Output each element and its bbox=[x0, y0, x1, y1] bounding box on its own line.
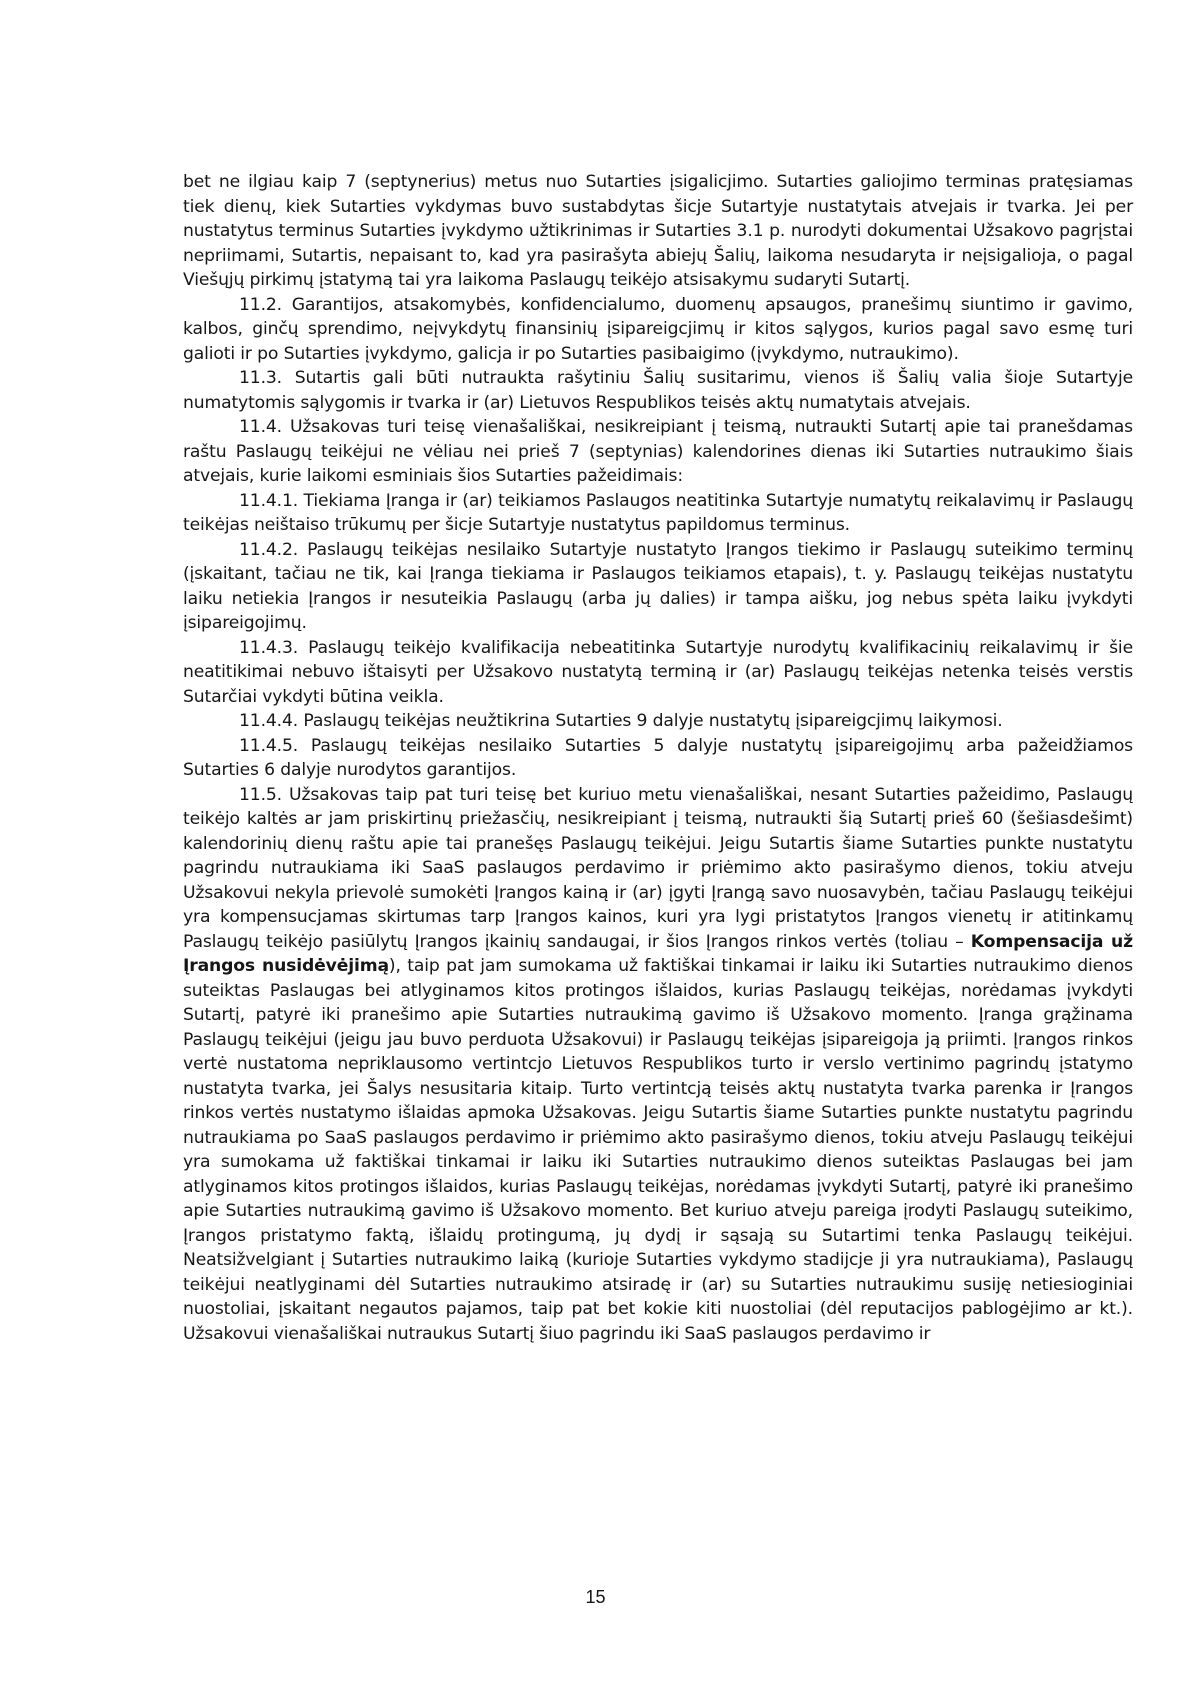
paragraph-11-4: 11.4. Užsakovas turi teisę vienašališkai, nesikreipiant į teismą, nutraukti Sutartį apie tai pranešdamas raštu Paslaugų teikėjui ne vėliau nei prieš 7 (septynias) kalendorines dienas iki Sutarties nutraukimo šiais atvejais, kurie laikomi esminiais šios Sutarties pažeidimais: bbox=[183, 417, 1133, 486]
paragraph-11-5-text-b: ), taip pat jam sumokama už faktiškai tinkamai ir laiku iki Sutarties nutraukimo dienos suteiktas Paslaugas bei atlyginamos kitos protingos išlaidos, kurias Paslaugų teikėjas, norėdamas įvykdyti Sutartį, patyrė iki pranešimo apie Sutarties nutraukimą gavimo iš Užsakovo momento. Įranga grąžinama Paslaugų teikėjui (jeigu jau buvo perduota Užsakovui) ir Paslaugų teikėjas įsipareigoja ją priimti. Įrangos rinkos vertė nustatoma nepriklausomo vertintcjo Lietuvos Respublikos turto ir verslo vertinimo pagrindų įstatymo nustatyta tvarka, jei Šalys nesusitaria kitaip. Turto vertintcją teisės aktų nustatyta tvarka parenka ir Įrangos rinkos vertės nustatymo išlaidas apmoka Užsakovas. Jeigu Sutartis šiame Sutarties punkte nustatytu pagrindu nutraukiama po SaaS paslaugos perdavimo ir priėmimo akto pasirašymo dienos, tokiu atveju Paslaugų teikėjui yra sumokama už faktiškai tinkamai ir laiku iki Sutarties nutraukimo dienos suteiktas Paslaugas bei jam atlyginamos kitos protingos išlaidos, kurias Paslaugų teikėjas, norėdamas įvykdyti Sutartį, patyrė iki pranešimo apie Sutarties nutraukimą gavimo iš Užsakovo momento. Bet kuriuo atveju pareiga įrodyti Paslaugų suteikimo, Įrangos pristatymo faktą, išlaidų protingumą, jų dydį ir sąsają su Sutartimi tenka Paslaugų teikėjui. Neatsižvelgiant į Sutarties nutraukimo laiką (kurioje Sutarties vykdymo stadijcje ji yra nutraukiama), Paslaugų teikėjui neatlyginami dėl Sutarties nutraukimo atsiradę ir (ar) su Sutarties nutraukimu susiję netiesioginiai nuostoliai, įskaitant negautos pajamos, taip pat bet kokie kiti nuostoliai (dėl reputacijos pablogėjimo ar kt.). Užsakovui vienašališkai nutraukus Sutartį šiuo pagrindu iki SaaS paslaugos perdavimo ir bbox=[183, 956, 1133, 1344]
paragraph-11-4-3: 11.4.3. Paslaugų teikėjo kvalifikacija nebeatitinka Sutartyje nurodytų kvalifikacinių reikalavimų ir šie neatitikimai nebuvo ištaisyti per Užsakovo nustatytą terminą ir (ar) Paslaugų teikėjas netenka teisės verstis Sutarčiai vykdyti būtina veikla. bbox=[183, 637, 1133, 707]
paragraph-11-4-4: 11.4.4. Paslaugų teikėjas neužtikrina Sutarties 9 dalyje nustatytų įsipareigcjimų laikymosi. bbox=[239, 711, 1003, 731]
paragraph-11-1-continuation: bet ne ilgiau kaip 7 (septynerius) metus nuo Sutarties įsigalicjimo. Sutarties galiojimo terminas pratęsiamas tiek dienų, kiek Sutarties vykdymas buvo sustabdytas šicje Sutartyje nustatytais atvejais ir tvarka. Jei per nustatytus terminus Sutarties įvykdymo užtikrinimas ir Sutarties 3.1 p. nurodyti dokumentai Užsakovo pagrįstai nepriimami, Sutartis, nepaisant to, kad yra pasirašyta abiejų Šalių, laikoma nesudaryta ir neįsigalioja, o pagal Viešųjų pirkimų įstatymą tai yra laikoma Paslaugų teikėjo atsisakymu sudaryti Sutartį. bbox=[183, 172, 1133, 290]
paragraph-11-3: 11.3. Sutartis gali būti nutraukta rašytiniu Šalių susitarimu, vienos iš Šalių valia šioje Sutartyje numatytomis sąlygomis ir tvarka ir (ar) Lietuvos Respublikos teisės aktų numatytais atvejais. bbox=[183, 368, 1133, 413]
page-number: 15 bbox=[585, 1587, 606, 1607]
paragraph-11-4-1: 11.4.1. Tiekiama Įranga ir (ar) teikiamos Paslaugos neatitinka Sutartyje numatytų reikalavimų ir Paslaugų teikėjas neištaiso trūkumų per šicje Sutartyje nustatytus papildomus terminus. bbox=[183, 490, 1133, 535]
defined-term-kompensacija: Kompensacija už Įrangos nusidėvėjimą bbox=[183, 931, 1133, 976]
paragraph-11-4-5: 11.4.5. Paslaugų teikėjas nesilaiko Sutarties 5 dalyje nustatytų įsipareigojimų arba pažeidžiamos Sutarties 6 dalyje nurodytos garantijos. bbox=[183, 735, 1133, 780]
paragraph-11-5-text-a: 11.5. Užsakovas taip pat turi teisę bet kuriuo metu vienašališkai, nesant Sutarties pažeidimo, Paslaugų teikėjo kaltės ar jam priskirtinų priežasčių, nesikreipiant į teismą, nutraukti šią Sutartį prieš 60 (šešiasdešimt) kalendorinių dienų raštu apie tai pranešęs Paslaugų teikėjui. Jeigu Sutartis šiame Sutarties punkte nustatytu pagrindu nutraukiama iki SaaS paslaugos perdavimo ir priėmimo akto pasirašymo dienos, tokiu atveju Užsakovui nekyla prievolė sumokėti Įrangos kainą ir (ar) įgyti Įrangą savo nuosavybėn, tačiau Paslaugų teikėjui yra kompensucjamas skirtumas tarp Įrangos kainos, kuri yra lygi pristatytos Įrangos vienetų ir atitinkamų Paslaugų teikėjo pasiūlytų Įrangos įkainių sandaugai, ir šios Įrangos rinkos vertės (toliau – bbox=[183, 784, 1133, 952]
paragraph-11-2: 11.2. Garantijos, atsakomybės, konfidencialumo, duomenų apsaugos, pranešimų siuntimo ir gavimo, kalbos, ginčų sprendimo, neįvykdytų finansinių įsipareigcjimų ir kitos sąlygos, kurios pagal savo esmę turi galioti ir po Sutarties įvykdymo, galicja ir po Sutarties pasibaigimo (įvykdymo, nutraukimo). bbox=[183, 294, 1133, 364]
paragraph-11-4-2: 11.4.2. Paslaugų teikėjas nesilaiko Sutartyje nustatyto Įrangos tiekimo ir Paslaugų suteikimo terminų (įskaitant, tačiau ne tik, kai Įranga tiekiama ir Paslaugos teikiamos etapais), t. y. Paslaugų teikėjas nustatytu laiku netiekia Įrangos ir nesuteikia Paslaugų (arba jų dalies) ir tampa aišku, jog nebus spėta laiku įvykdyti įsipareigojimų. bbox=[183, 539, 1133, 633]
paragraph-11-5 bbox=[183, 783, 1133, 1347]
document-body bbox=[183, 170, 1133, 1346]
